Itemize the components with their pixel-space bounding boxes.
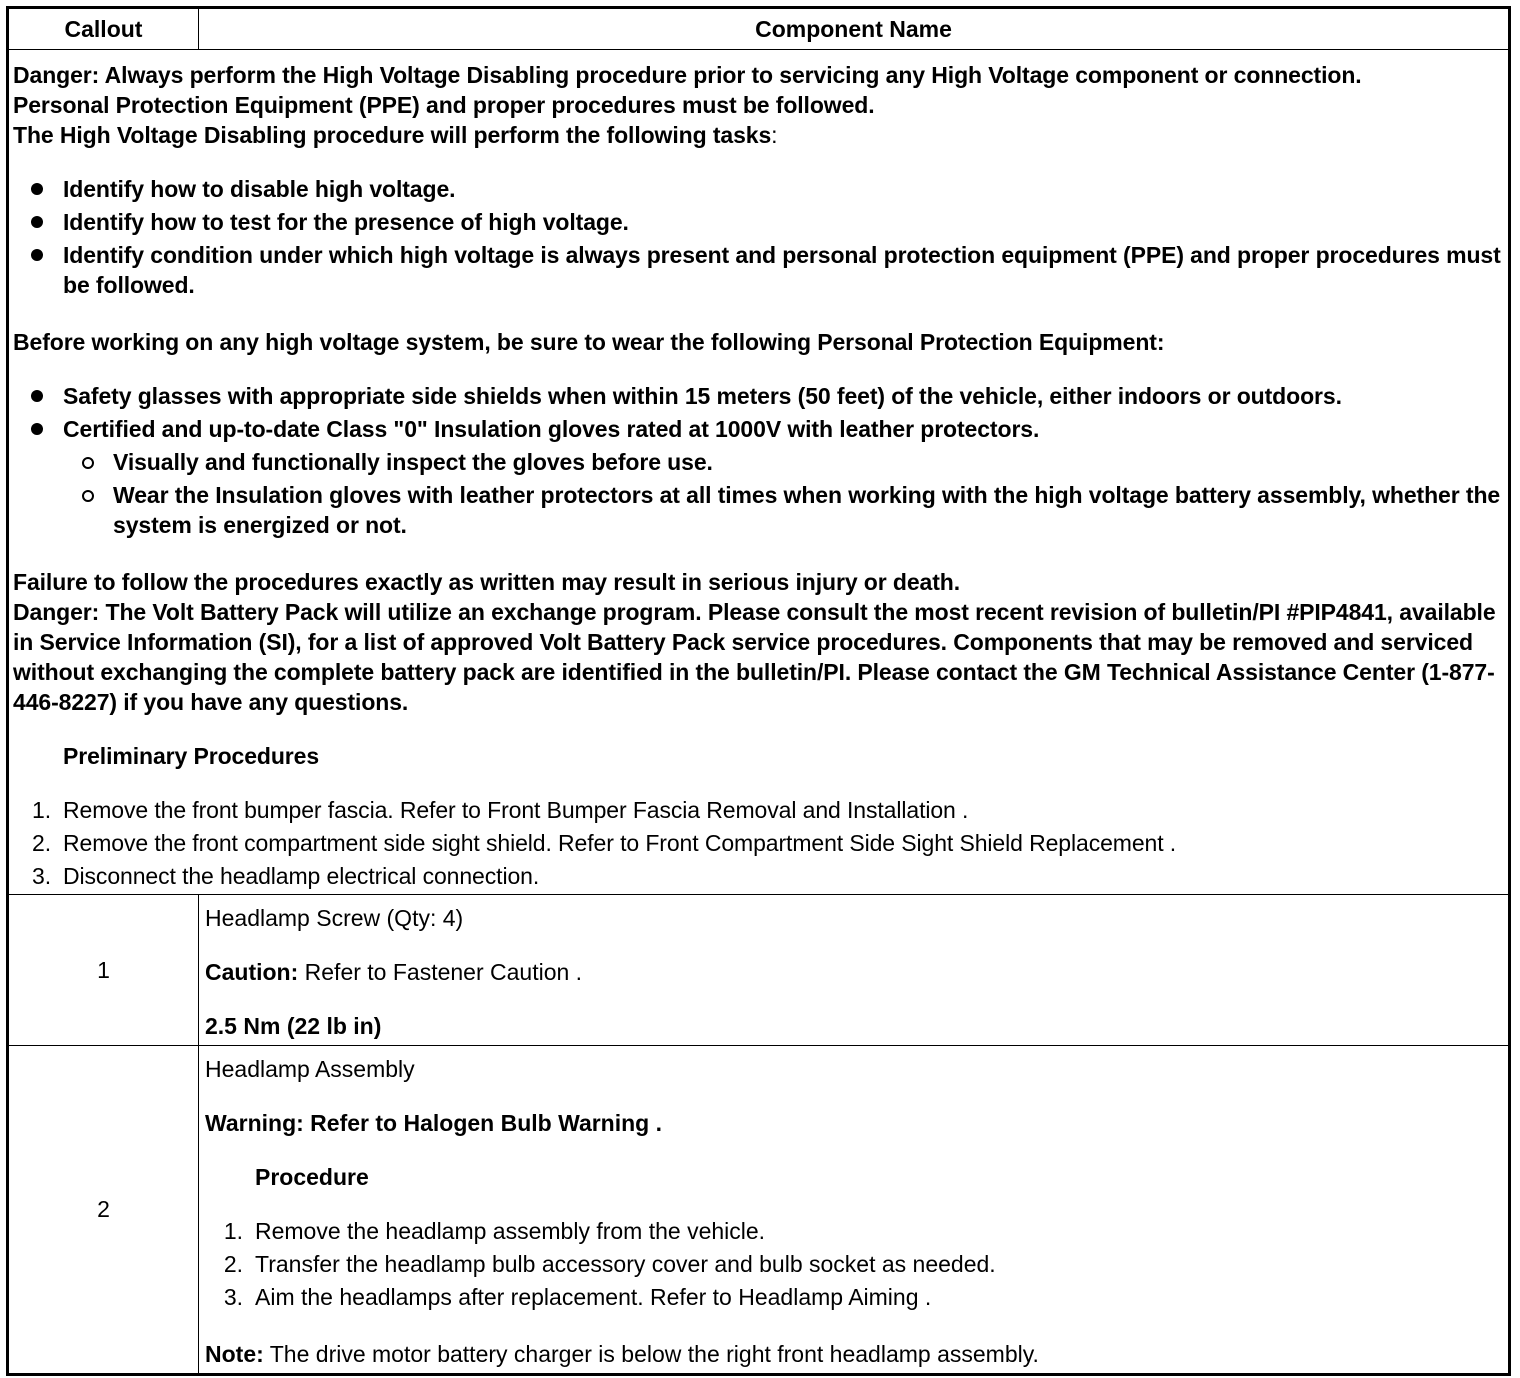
list-item	[13, 795, 1504, 825]
step-text: Remove the front bumper fascia. Refer to Front Bumper Fascia Removal and Installation .	[63, 797, 969, 823]
step-number: 3.	[32, 863, 51, 889]
caution-label: Caution:	[205, 959, 299, 985]
spacer	[13, 303, 1504, 327]
spacer	[13, 357, 1504, 381]
note-line	[205, 1339, 1502, 1369]
component-name-header: Component Name	[199, 8, 1510, 50]
glove-sublist	[63, 447, 1504, 540]
list-item: Wear the Insulation gloves with leather protectors at all times when working with the high voltage battery assembly, whether the system is energized or not.	[63, 480, 1504, 540]
procedure-title: Procedure	[255, 1164, 369, 1190]
component-name: Headlamp Screw (Qty: 4)	[205, 905, 464, 931]
danger-battery-text: Danger: The Volt Battery Pack will utilize an exchange program. Please consult the most recent revision of bulletin/PI #PIP4841, available in Service Information (SI), for a list of approved Volt Battery Pack service procedures. Components that may be removed and serviced without exchanging the complete battery pack are identified in the bulletin/PI. Please contact the GM Technical Assistance Center (1-877-446-8227) if you have any questions.	[13, 599, 1496, 715]
intro-row	[8, 50, 1510, 895]
failure-warning-text: Failure to follow the procedures exactly as written may result in serious injury or death.	[13, 569, 961, 595]
callout-header: Callout	[8, 8, 199, 50]
document-page	[6, 6, 1508, 1376]
step-text: Transfer the headlamp bulb accessory cover and bulb socket as needed.	[255, 1251, 996, 1277]
list-item	[205, 1216, 1502, 1246]
note-label: Note:	[205, 1341, 264, 1367]
step-number: 1.	[32, 797, 51, 823]
danger-disabling-text: Danger: Always perform the High Voltage Disabling procedure prior to servicing any High Voltage component or connection.	[13, 62, 1362, 88]
ppe-list	[13, 381, 1504, 540]
note-text: The drive motor battery charger is below the right front headlamp assembly.	[263, 1341, 1039, 1367]
tasks-intro-text: The High Voltage Disabling procedure will perform the following tasks	[13, 122, 772, 148]
spacer	[205, 987, 1502, 1011]
warning-text: Warning: Refer to Halogen Bulb Warning .	[205, 1110, 663, 1136]
table-row	[8, 1046, 1510, 1375]
callout-cell: 2	[8, 1046, 199, 1375]
spacer	[205, 933, 1502, 957]
torque-spec: 2.5 Nm (22 lb in)	[205, 1013, 382, 1039]
header-row	[8, 8, 1510, 50]
spacer	[205, 1138, 1502, 1162]
spacer	[13, 150, 1504, 174]
procedure-steps-list	[205, 1216, 1502, 1312]
preliminary-procedures-title: Preliminary Procedures	[63, 743, 320, 769]
step-text: Remove the headlamp assembly from the vehicle.	[255, 1218, 766, 1244]
step-number: 1.	[223, 1218, 243, 1244]
callout-cell: 1	[8, 895, 199, 1046]
component-cell	[199, 895, 1510, 1046]
component-cell	[199, 1046, 1510, 1375]
list-item	[13, 414, 1504, 540]
spacer	[205, 1192, 1502, 1216]
list-item: Safety glasses with appropriate side shields when within 15 meters (50 feet) of the vehicle, either indoors or outdoors.	[13, 381, 1504, 411]
preliminary-steps-list	[13, 795, 1504, 891]
tasks-list	[13, 174, 1504, 300]
spacer	[205, 1084, 1502, 1108]
list-item	[205, 1249, 1502, 1279]
table-row	[8, 895, 1510, 1046]
list-item: Visually and functionally inspect the gloves before use.	[63, 447, 1504, 477]
tasks-colon: :	[771, 122, 778, 148]
spacer	[205, 1315, 1502, 1339]
step-text: Aim the headlamps after replacement. Refer to Headlamp Aiming .	[255, 1284, 932, 1310]
procedure-table	[6, 6, 1511, 1376]
list-item: Identify how to test for the presence of high voltage.	[13, 207, 1504, 237]
ppe-required-text: Personal Protection Equipment (PPE) and proper procedures must be followed.	[13, 92, 875, 118]
caution-line	[205, 957, 1502, 987]
list-item	[13, 861, 1504, 891]
tasks-line	[13, 120, 1504, 150]
component-name: Headlamp Assembly	[205, 1056, 415, 1082]
step-number: 3.	[223, 1284, 243, 1310]
spacer	[13, 717, 1504, 741]
list-item: Identify how to disable high voltage.	[13, 174, 1504, 204]
list-item: Identify condition under which high voltage is always present and personal protection equipment (PPE) and proper procedures must be followed.	[13, 240, 1504, 300]
intro-cell	[8, 50, 1510, 895]
glove-item-text: Certified and up-to-date Class "0" Insulation gloves rated at 1000V with leather protectors.	[63, 416, 1040, 442]
step-number: 2.	[223, 1251, 243, 1277]
list-item	[13, 828, 1504, 858]
list-item	[205, 1282, 1502, 1312]
spacer	[13, 771, 1504, 795]
step-number: 2.	[32, 830, 51, 856]
step-text: Disconnect the headlamp electrical connection.	[63, 863, 540, 889]
step-text: Remove the front compartment side sight shield. Refer to Front Compartment Side Sight Shield Replacement .	[63, 830, 1177, 856]
spacer	[13, 543, 1504, 567]
caution-text: Refer to Fastener Caution .	[298, 959, 583, 985]
before-working-text: Before working on any high voltage system, be sure to wear the following Personal Protection Equipment:	[13, 329, 1165, 355]
